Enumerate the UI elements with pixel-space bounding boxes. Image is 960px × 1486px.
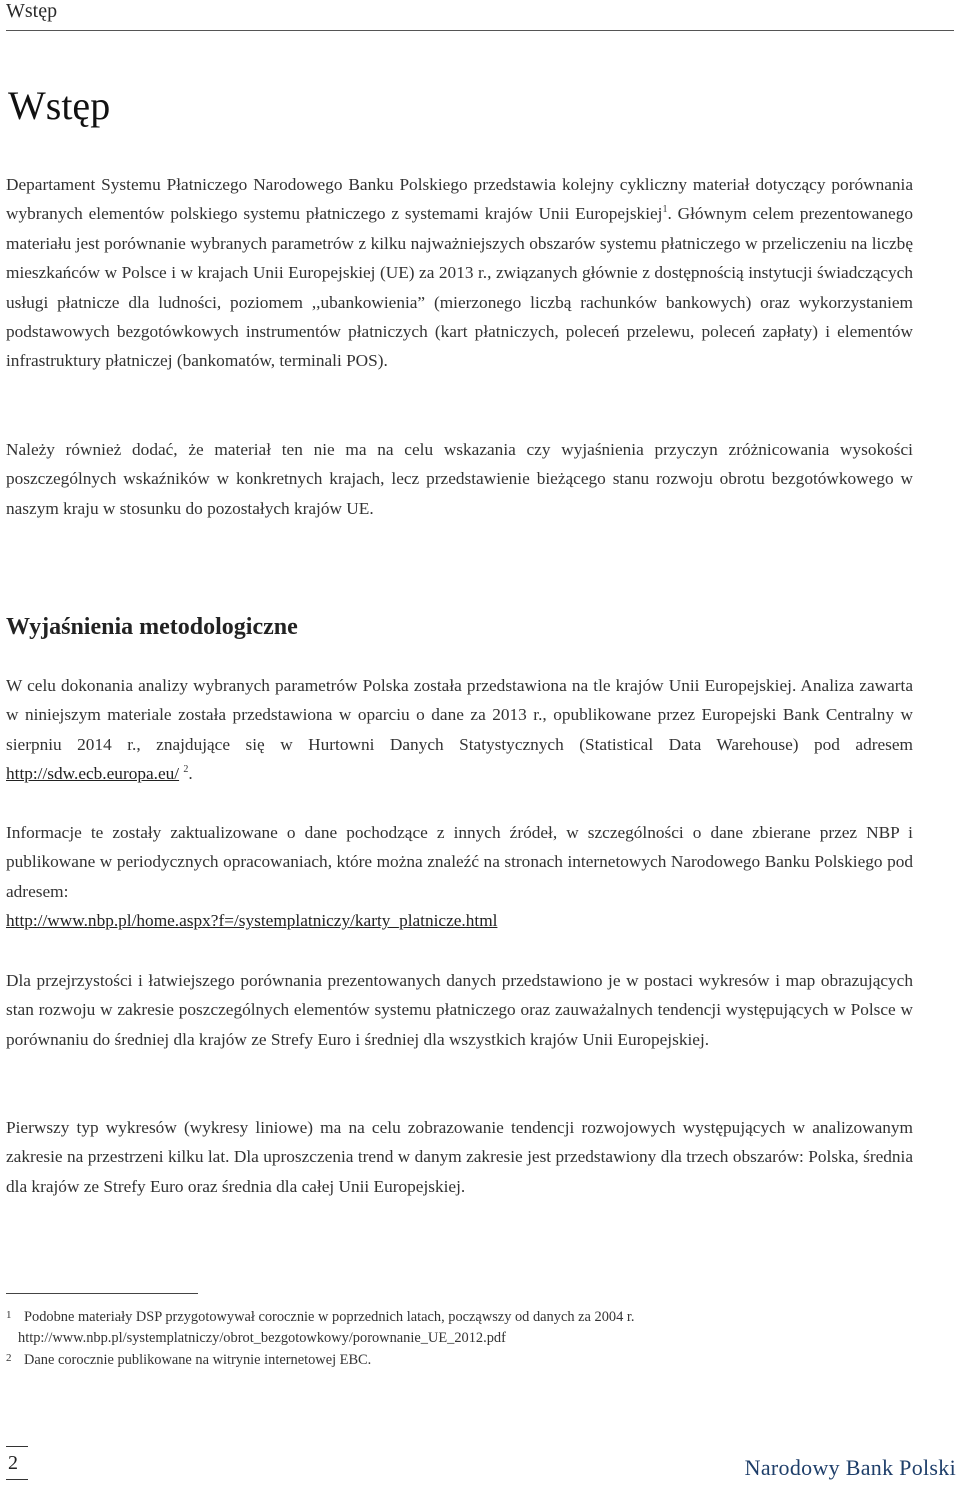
method-p1-end: . <box>188 764 193 784</box>
intro-paragraph-1 <box>6 170 913 376</box>
section-heading-methodology: Wyjaśnienia metodologiczne <box>6 614 298 640</box>
footnote-ref-1[interactable]: 1 <box>662 204 668 216</box>
footnote-1-text: Podobne materiały DSP przygotowywał corocznie w poprzednich latach, począwszy od danych za 2004 r. <box>24 1309 635 1325</box>
page-number-rule-bottom <box>6 1479 28 1480</box>
method-paragraph-1 <box>6 671 913 789</box>
method-paragraph-4: Pierwszy typ wykresów (wykresy liniowe) ma na celu zobrazowanie tendencji rozwojowych występujących w analizowanym zakresie na przestrzeni kilku lat. Dla uproszczenia trend w danym zakresie jest przedstawiony dla trzech obszarów: Polska, średnia dla krajów ze Strefy Euro oraz średnia dla całej Unii Europejskiej. <box>6 1118 913 1196</box>
method-p1-text: W celu dokonania analizy wybranych parametrów Polska została przedstawiona na tle krajów Unii Europejskiej. Analiza zawarta w niniejszym materiale została przedstawiona w oparciu o dane za 2013 r., opublikowane przez Europejski Bank Centralny w sierpniu 2014 r., znajdujące się w Hurtowni Danych Statystycznych (Statistical Data Warehouse) pod adresem <box>6 676 913 754</box>
footnote-2-number: 2 <box>6 1352 12 1364</box>
ecb-sdw-link[interactable]: http://sdw.ecb.europa.eu/ <box>6 764 180 784</box>
method-p2-text: Informacje te zostały zaktualizowane o dane pochodzące z innych źródeł, w szczególności o dane zbierane przez NBP i publikowane w periodycznych opracowaniach, które można znaleźć na stronach internetowych Narodowego Banku Polskiego pod adresem: <box>6 823 913 901</box>
brand-logo-text: Narodowy Bank Polski <box>744 1455 956 1480</box>
footnote-2 <box>6 1350 913 1371</box>
page-number-rule-top <box>6 1446 28 1447</box>
footnote-1 <box>6 1307 913 1349</box>
method-paragraph-3: Dla przejrzystości i łatwiejszego porównania prezentowanych danych przedstawiono je w postaci wykresów i map obrazujących stan rozwoju w zakresie poszczególnych elementów systemu płatniczego oraz zauważalnych tendencji występujących w Polsce w porównaniu do średniej dla krajów ze Strefy Euro i średniej dla wszystkich krajów Unii Europejskiej. <box>6 971 913 1049</box>
intro-p1-text-b: . Głównym celem prezentowanego materiału jest porównanie wybranych parametrów z kilku najważniejszych obszarów systemu płatniczego w przeliczeniu na liczbę mieszkańców w Polsce i w krajach Unii Europejskiej (UE) za 2013 r., związanych głównie z dostępnością instytucji świadczących usługi płatnicze dla ludności, poziomem ,,ubankowienia” (mierzonego liczbą rachunków bankowych) oraz wykorzystaniem podstawowych bezgotówkowych instrumentów płatniczych (kart płatniczych, poleceń przelewu, poleceń zapłaty) i elementów infrastruktury płatniczej (bankomatów, terminali POS). <box>6 204 913 371</box>
footnote-2-text: Dane corocznie publikowane na witrynie internetowej EBC. <box>24 1352 372 1368</box>
footnote-1-number: 1 <box>6 1309 12 1321</box>
footnote-ref-2[interactable]: 2 <box>183 764 189 776</box>
header-divider <box>6 30 954 31</box>
method-paragraph-2 <box>6 818 913 936</box>
footnote-1-url[interactable]: http://www.nbp.pl/systemplatniczy/obrot_bezgotowkowy/porownanie_UE_2012.pdf <box>18 1330 506 1346</box>
page-number: 2 <box>8 1452 18 1474</box>
running-header: Wstęp <box>6 0 58 22</box>
intro-paragraph-2: Należy również dodać, że materiał ten nie ma na celu wskazania czy wyjaśnienia przyczyn zróżnicowania wysokości poszczególnych wskaźników w konkretnych krajach, lecz przedstawienie bieżącego stanu rozwoju obrotu bezgotówkowego w naszym kraju w stosunku do pozostałych krajów UE. <box>6 440 913 518</box>
nbp-cards-link[interactable]: http://www.nbp.pl/home.aspx?f=/systemplatniczy/karty_platnicze.html <box>6 911 498 931</box>
page-title: Wstęp <box>8 83 111 128</box>
intro-p1-text-a: Departament Systemu Płatniczego Narodowego Banku Polskiego przedstawia kolejny cykliczny materiał dotyczący porównania wybranych elementów polskiego systemu płatniczego z systemami krajów Unii Europejskiej <box>6 175 913 224</box>
footnote-divider <box>6 1293 198 1294</box>
